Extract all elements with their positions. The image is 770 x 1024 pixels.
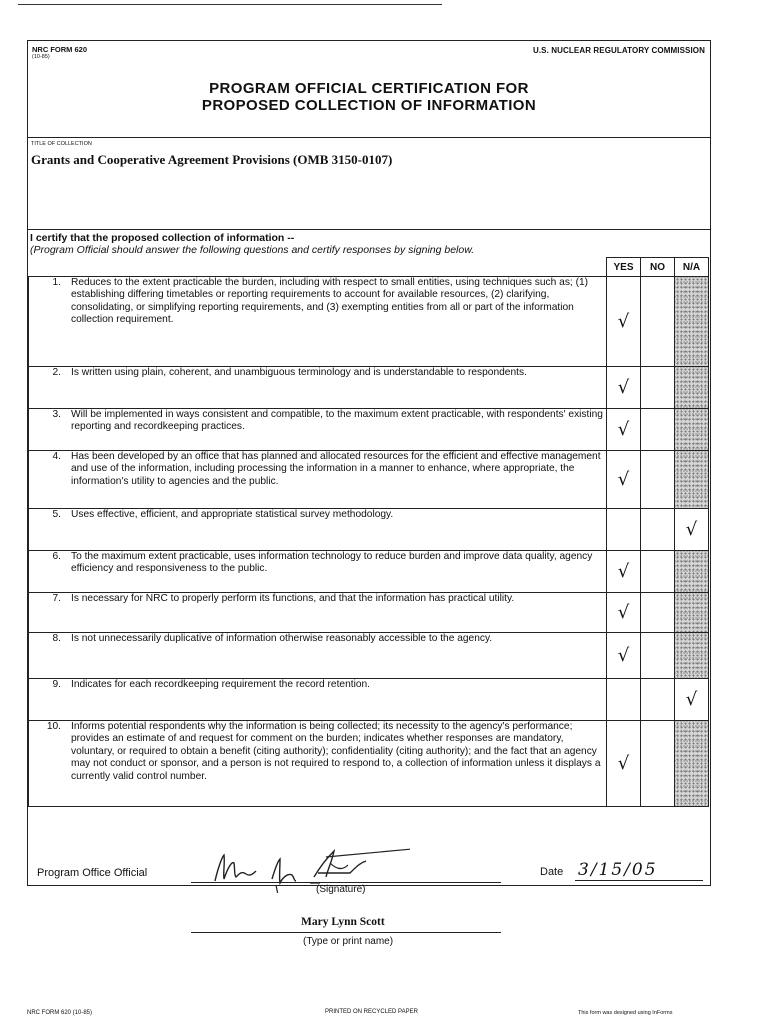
no-answer-cell[interactable] — [641, 277, 675, 367]
questions-body — [29, 277, 709, 807]
questions-table — [28, 257, 709, 807]
question-number: 5. — [52, 509, 61, 520]
question-text-cell — [29, 451, 607, 509]
check-mark-icon: √ — [617, 469, 630, 490]
question-text: To the maximum extent practicable, uses information technology to reduce burden and improve data quality, agency efficiency and responsiveness to the public. — [71, 551, 593, 575]
check-mark-icon: √ — [617, 419, 630, 440]
yes-answer-cell[interactable] — [607, 633, 641, 679]
na-answer-cell[interactable] — [675, 409, 709, 451]
signature-line — [191, 882, 501, 883]
check-mark-icon: √ — [617, 753, 630, 774]
na-answer-cell[interactable] — [675, 679, 709, 721]
question-text: Reduces to the extent practicable the burden, including with respect to small entities, using techniques such as; (1) establishing differing timetables or reporting requirements to account for available resources, (2) clarifying, consolidating, or simplifying reporting requirements, and (3) exempting entities from all or part of the information collection requirement. — [71, 277, 589, 326]
question-row — [29, 721, 709, 807]
form-number: NRC FORM 620 — [32, 45, 88, 54]
question-text-cell — [29, 721, 607, 807]
question-row — [29, 679, 709, 721]
yes-answer-cell[interactable] — [607, 551, 641, 593]
question-text-cell — [29, 277, 607, 367]
certify-instructions: (Program Official should answer the following questions and certify responses by signing below. — [30, 244, 475, 256]
check-mark-icon: √ — [617, 645, 630, 666]
yes-answer-cell[interactable] — [607, 367, 641, 409]
footer-recycled-note: PRINTED ON RECYCLED PAPER — [325, 1009, 418, 1015]
no-answer-cell[interactable] — [641, 593, 675, 633]
yes-answer-cell[interactable] — [607, 593, 641, 633]
question-text: Is not unnecessarily duplicative of information otherwise reasonably accessible to the agency. — [71, 633, 493, 644]
question-row — [29, 409, 709, 451]
na-answer-cell[interactable] — [675, 277, 709, 367]
question-row — [29, 451, 709, 509]
check-mark-icon: √ — [685, 519, 698, 540]
header-spacer — [29, 258, 607, 277]
question-text: Is written using plain, coherent, and unambiguous terminology and is understandable to respondents. — [71, 367, 527, 378]
question-number: 9. — [52, 679, 61, 690]
question-row — [29, 633, 709, 679]
no-column-header: NO — [641, 258, 675, 277]
question-text-cell — [29, 367, 607, 409]
check-mark-icon: √ — [617, 377, 630, 398]
check-mark-icon: √ — [685, 689, 698, 710]
signature-caption: (Signature) — [316, 884, 366, 895]
date-line — [575, 880, 703, 881]
check-mark-icon: √ — [617, 602, 630, 623]
no-answer-cell[interactable] — [641, 367, 675, 409]
question-text: Uses effective, efficient, and appropriate statistical survey methodology. — [71, 509, 394, 520]
question-number: 3. — [52, 409, 61, 420]
question-text: Informs potential respondents why the information is being collected; its necessity to the agency's performance; provides an estimate of and request for comment on the burden; indicates whether responses are mandatory, voluntary, or required to obtain a benefit (citing authority); confidentiality (citing authority); and the fact that an agency may not conduct or sponsor, and a person is not required to respond to, a collection of information unless it displays a currently valid control number. — [71, 721, 601, 782]
question-row — [29, 509, 709, 551]
form-header — [28, 41, 710, 138]
question-row — [29, 367, 709, 409]
check-mark-icon: √ — [617, 561, 630, 582]
certify-divider — [28, 229, 710, 230]
question-number: 4. — [52, 451, 61, 462]
question-text: Has been developed by an office that has planned and allocated resources for the efficient and effective management and use of the information, including processing the information in a manner to enhance, where appropriate, the information's utility to agencies and the public. — [71, 451, 601, 487]
question-number: 2. — [52, 367, 61, 378]
footer-form-number: NRC FORM 620 (10-85) — [27, 1010, 93, 1016]
check-mark-icon: √ — [617, 311, 630, 332]
question-number: 10. — [46, 721, 61, 732]
question-text: Will be implemented in ways consistent and compatible, to the maximum extent practicable, with respondents' existing reporting and recordkeeping practices. — [71, 409, 603, 433]
na-answer-cell[interactable] — [675, 451, 709, 509]
question-number: 6. — [52, 551, 61, 562]
question-number: 1. — [52, 277, 61, 288]
question-row — [29, 551, 709, 593]
no-answer-cell[interactable] — [641, 679, 675, 721]
certification-form — [27, 40, 711, 886]
form-date: (10-85) — [32, 54, 50, 60]
no-answer-cell[interactable] — [641, 633, 675, 679]
signature-image — [210, 843, 410, 893]
no-answer-cell[interactable] — [641, 409, 675, 451]
question-number: 7. — [52, 593, 61, 604]
na-answer-cell[interactable] — [675, 509, 709, 551]
na-answer-cell[interactable] — [675, 367, 709, 409]
yes-answer-cell[interactable] — [607, 721, 641, 807]
date-label: Date — [540, 866, 564, 878]
question-text-cell — [29, 551, 607, 593]
question-text: Indicates for each recordkeeping requirement the record retention. — [71, 679, 371, 690]
no-answer-cell[interactable] — [641, 551, 675, 593]
program-official-label: Program Office Official — [37, 867, 148, 879]
question-text-cell — [29, 633, 607, 679]
printed-name-caption: (Type or print name) — [303, 936, 394, 947]
question-text-cell — [29, 679, 607, 721]
yes-answer-cell[interactable] — [607, 509, 641, 551]
yes-answer-cell[interactable] — [607, 409, 641, 451]
question-text-cell — [29, 593, 607, 633]
yes-answer-cell[interactable] — [607, 451, 641, 509]
form-title-line1: PROGRAM OFFICIAL CERTIFICATION FOR — [209, 80, 529, 97]
no-answer-cell[interactable] — [641, 721, 675, 807]
na-answer-cell[interactable] — [675, 593, 709, 633]
no-answer-cell[interactable] — [641, 451, 675, 509]
yes-answer-cell[interactable] — [607, 277, 641, 367]
certify-statement: I certify that the proposed collection of information -- — [30, 232, 295, 244]
na-answer-cell[interactable] — [675, 721, 709, 807]
questions-header-row — [29, 258, 709, 277]
question-text: Is necessary for NRC to properly perform its functions, and that the information has practical utility. — [71, 593, 515, 604]
printed-name-line — [191, 932, 501, 933]
na-answer-cell[interactable] — [675, 633, 709, 679]
footer-designed-note: This form was designed using InForms — [578, 1010, 673, 1016]
no-answer-cell[interactable] — [641, 509, 675, 551]
top-rule — [18, 4, 442, 5]
printed-name: Mary Lynn Scott — [301, 916, 385, 928]
na-answer-cell[interactable] — [675, 551, 709, 593]
agency-name: U.S. NUCLEAR REGULATORY COMMISSION — [532, 46, 705, 55]
collection-title: Grants and Cooperative Agreement Provisions (OMB 3150-0107) — [31, 152, 393, 167]
question-text-cell — [29, 409, 607, 451]
collection-title-label: TITLE OF COLLECTION — [31, 141, 92, 147]
question-row — [29, 277, 709, 367]
na-column-header: N/A — [675, 258, 709, 277]
yes-answer-cell[interactable] — [607, 679, 641, 721]
question-row — [29, 593, 709, 633]
date-value: 3/15/05 — [578, 860, 658, 880]
question-text-cell — [29, 509, 607, 551]
form-title-line2: PROPOSED COLLECTION OF INFORMATION — [201, 97, 537, 114]
yes-column-header: YES — [607, 258, 641, 277]
question-number: 8. — [52, 633, 61, 644]
